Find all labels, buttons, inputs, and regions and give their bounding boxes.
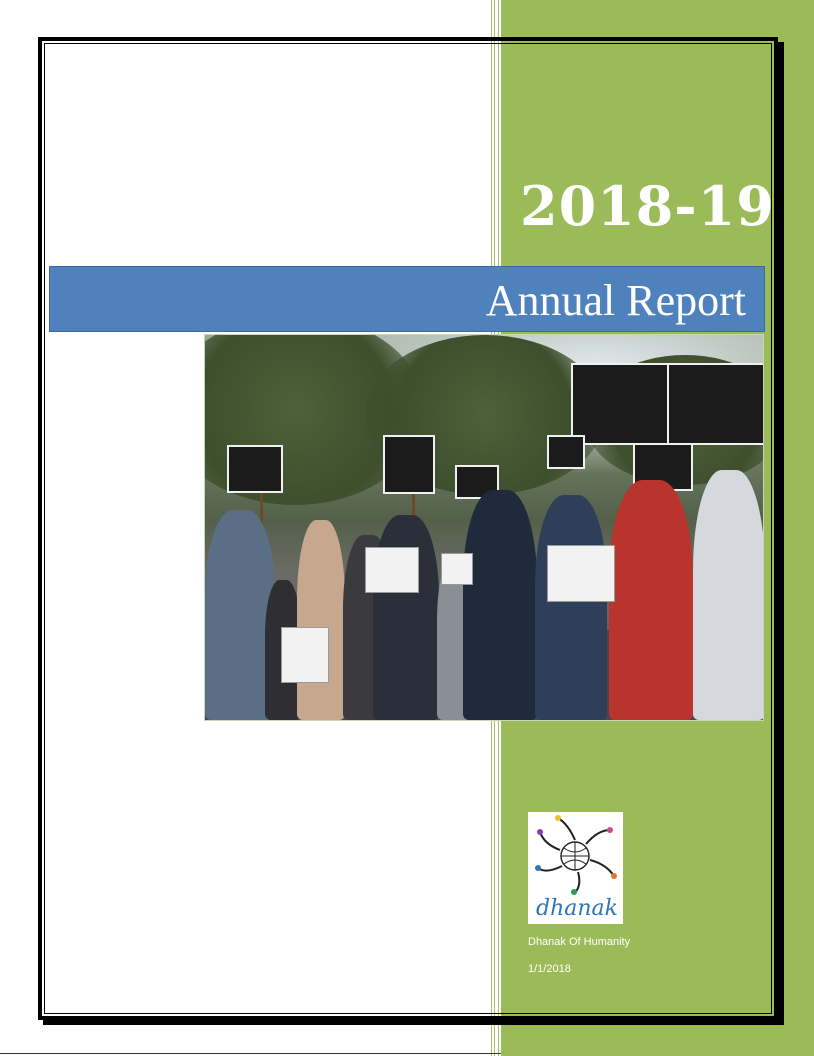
placard-white: [281, 627, 329, 683]
report-date: 1/1/2018: [528, 963, 571, 975]
globe-burst-logo-icon: [528, 812, 623, 896]
placard-dark: [227, 445, 283, 493]
title-bar: [49, 266, 765, 332]
protest-march-photo: [204, 334, 764, 721]
placard-dark: [571, 363, 673, 445]
organization-name: Dhanak Of Humanity: [528, 936, 631, 948]
placard-dark: [547, 435, 585, 469]
placard-dark: [383, 435, 435, 494]
placard-white: [365, 547, 419, 593]
person: [297, 520, 345, 720]
person: [463, 490, 537, 720]
person: [609, 480, 693, 720]
person: [373, 515, 439, 720]
frame-shadow-bottom: [43, 1020, 784, 1025]
report-year: 2018-19: [520, 174, 775, 238]
placard-white: [547, 545, 615, 602]
dhanak-logo: [528, 812, 623, 924]
placard-dark: [667, 363, 764, 445]
person: [535, 495, 607, 720]
bottom-rule: [0, 1053, 501, 1054]
person: [693, 470, 764, 720]
placard-white: [441, 553, 473, 585]
logo-wordmark: dhanak: [536, 896, 618, 921]
report-title: Annual Report: [485, 276, 746, 325]
